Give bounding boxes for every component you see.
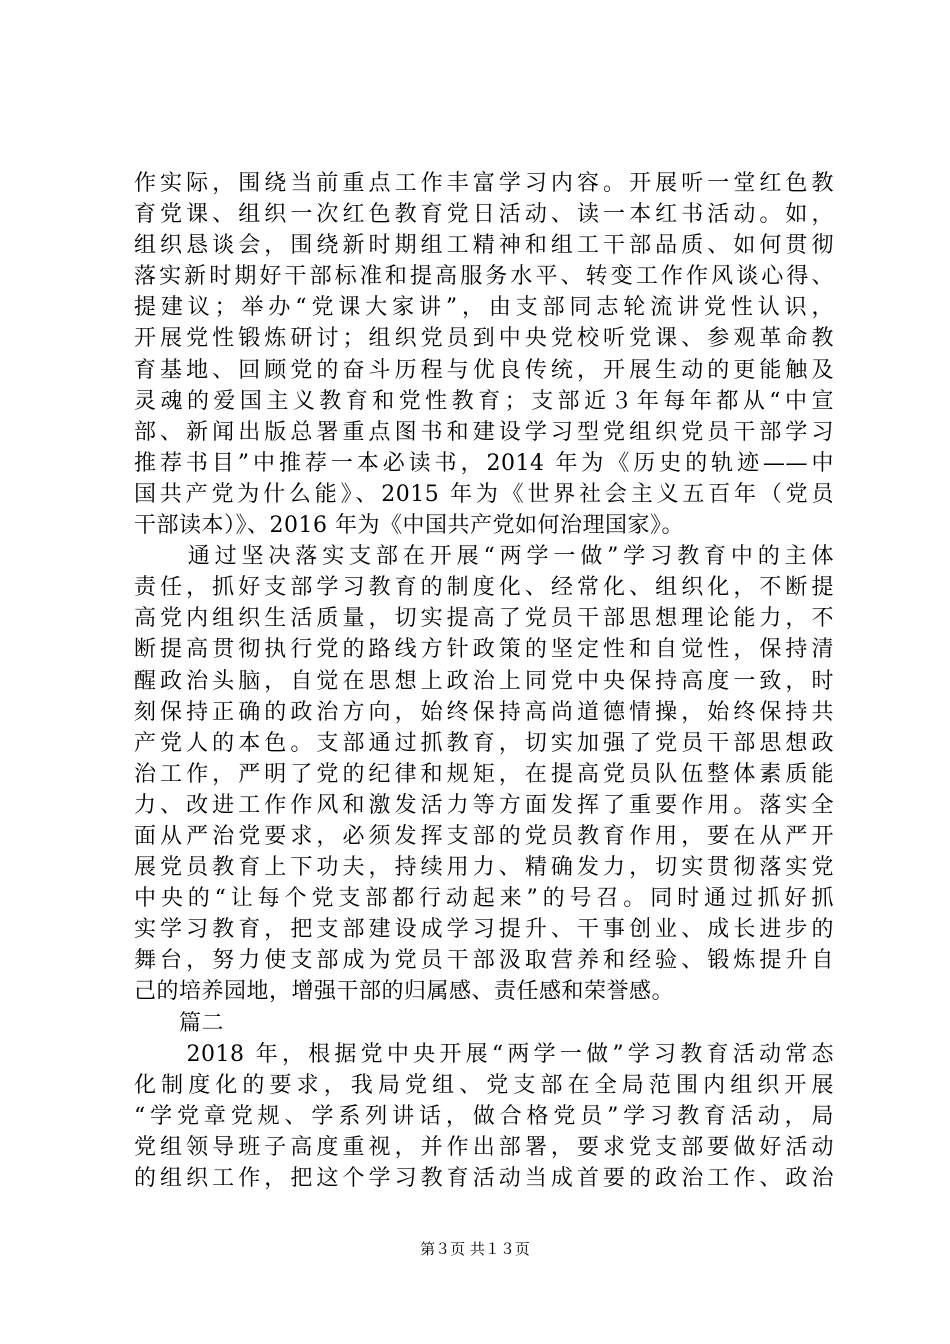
text-line: 中央的“让每个党支部都行动起来”的号召。同时通过抓好抓 [134,886,834,912]
text-line: 通过坚决落实支部在开展“两学一做”学习教育中的主体 [134,544,834,570]
text-line: 舞台，努力使支部成为党员干部汲取营养和经验、锻炼提升自 [134,948,834,974]
text-line: 灵魂的爱国主义教育和党性教育；支部近３年每年都从“中宣 [134,388,834,414]
page-number-footer: 第３页 共１３页 [420,1240,530,1258]
text-line: 断提高贯彻执行党的路线方针政策的坚定性和自觉性，保持清 [134,637,834,663]
text-line: 化制度化的要求，我局党组、党支部在全局范围内组织开展 [134,1072,834,1098]
text-line: 推荐书目”中推荐一本必读书，2014 年为《历史的轨迹——中 [134,450,834,476]
text-line: 展党员教育上下功夫，持续用力、精确发力，切实贯彻落实党 [134,855,834,881]
text-line: 2018 年，根据党中央开展“两学一做”学习教育活动常态 [134,1041,834,1067]
document-body [134,168,834,1194]
text-line: 刻保持正确的政治方向，始终保持高尚道德情操，始终保持共 [134,699,834,725]
text-line: 力、改进工作作风和激发活力等方面发挥了重要作用。落实全 [134,792,834,818]
text-line: 的组织工作，把这个学习教育活动当成首要的政治工作、政治 [134,1166,834,1191]
text-line: 实学习教育，把支部建设成学习提升、干事创业、成长进步的 [134,917,834,943]
text-line: 面从严治党要求，必须发挥支部的党员教育作用，要在从严开 [134,823,834,849]
text-line: 治工作，严明了党的纪律和规矩，在提高党员队伍整体素质能 [134,761,834,787]
text-line: 干部读本）》、2016 年为《中国共产党如何治理国家》。 [134,513,684,539]
text-line: 提建议；举办“党课大家讲”，由支部同志轮流讲党性认识， [134,295,834,321]
text-line: 作实际，围绕当前重点工作丰富学习内容。开展听一堂红色教 [134,171,834,196]
text-line: 育党课、组织一次红色教育党日活动、读一本红书活动。如， [134,202,834,228]
text-line: 国共产党为什么能》、2015 年为《世界社会主义五百年（党员 [134,481,834,507]
text-line: 己的培养园地，增强干部的归属感、责任感和荣誉感。 [134,979,675,1005]
text-line: 育基地、回顾党的奋斗历程与优良传统，开展生动的更能触及 [134,357,834,383]
text-line: “学党章党规、学系列讲话，做合格党员”学习教育活动，局 [134,1103,834,1129]
text-line: 产党人的本色。支部通过抓教育，切实加强了党员干部思想政 [134,730,834,756]
text-line: 醒政治头脑，自觉在思想上政治上同党中央保持高度一致，时 [134,668,834,694]
text-line: 落实新时期好干部标准和提高服务水平、转变工作作风谈心得、 [134,264,834,290]
text-line: 党组领导班子高度重视，并作出部署，要求党支部要做好活动 [134,1134,834,1160]
text-line: 组织恳谈会，围绕新时期组工精神和组工干部品质、如何贯彻 [134,233,834,259]
text-line: 部、新闻出版总署重点图书和建设学习型党组织党员干部学习 [134,419,834,445]
section-heading: 篇二 [134,1010,225,1036]
text-line: 开展党性锻炼研讨；组织党员到中央党校听党课、参观革命教 [134,326,834,352]
text-line: 责任，抓好支部学习教育的制度化、经常化、组织化，不断提 [134,575,834,601]
text-line: 高党内组织生活质量，切实提高了党员干部思想理论能力，不 [134,606,834,632]
